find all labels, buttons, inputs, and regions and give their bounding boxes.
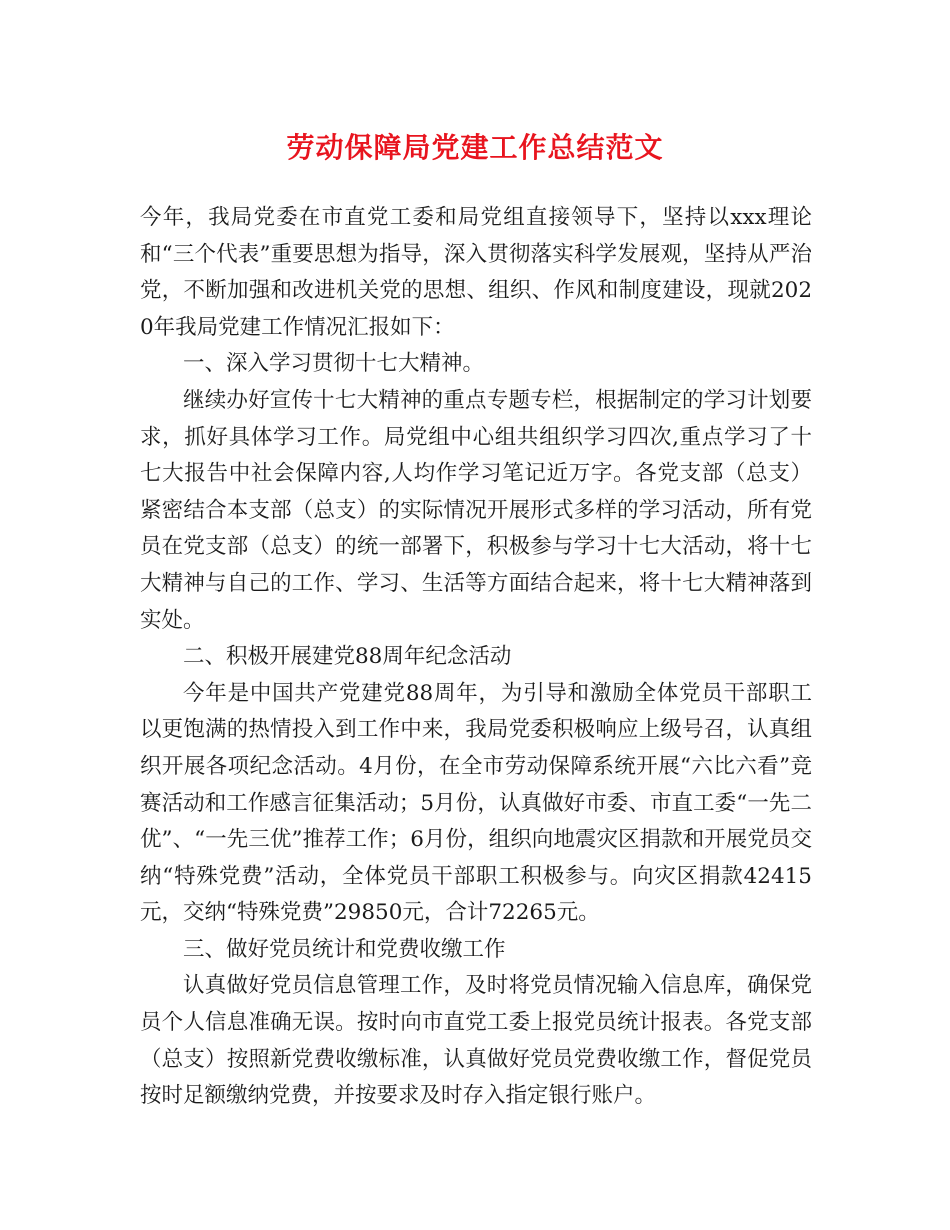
section-heading-2: 二、积极开展建党88周年纪念活动: [183, 644, 512, 670]
section-heading-3: 三、做好党员统计和党费收缴工作: [183, 936, 506, 962]
section-body-3: 认真做好党员信息管理工作，及时将党员情况输入信息库，确保党员个人信息准确无误。按时向市直党工委上报党员统计报表。各党支部（总支）按照新党费收缴标准，认真做好党员党费收缴工作，督促党员按时足额缴纳党费，并按要求及时存入指定银行账户。: [140, 973, 812, 1109]
document-body: [140, 200, 812, 1115]
section-body-1: 继续办好宣传十七大精神的重点专题专栏，根据制定的学习计划要求，抓好具体学习工作。局党组中心组共组织学习四次,重点学习了十七大报告中社会保障内容,人均作学习笔记近万字。各党支部（总支）紧密结合本支部（总支）的实际情况开展形式多样的学习活动，所有党员在党支部（总支）的统一部署下，积极参与学习十七大活动，将十七大精神与自己的工作、学习、生活等方面结合起来，将十七大精神落到实处。: [140, 387, 812, 633]
document-title: 劳动保障局党建工作总结范文: [286, 131, 664, 164]
intro-paragraph: 今年，我局党委在市直党工委和局党组直接领导下，坚持以xxx理论和“三个代表”重要思想为指导，深入贯彻落实科学发展观，坚持从严治党，不断加强和改进机关党的思想、组织、作风和制度建设，现就2020年我局党建工作情况汇报如下：: [140, 205, 812, 340]
section-body-2: 今年是中国共产党建党88周年，为引导和激励全体党员干部职工以更饱满的热情投入到工作中来，我局党委积极响应上级号召，认真组织开展各项纪念活动。4月份，在全市劳动保障系统开展“六比六看”竞赛活动和工作感言征集活动；5月份，认真做好市委、市直工委“一先二优”、“一先三优”推荐工作；6月份，组织向地震灾区捐款和开展党员交纳“特殊党费”活动，全体党员干部职工积极参与。向灾区捐款42415元，交纳“特殊党费”29850元，合计72265元。: [140, 680, 812, 926]
section-heading-1: 一、深入学习贯彻十七大精神。: [183, 351, 485, 377]
